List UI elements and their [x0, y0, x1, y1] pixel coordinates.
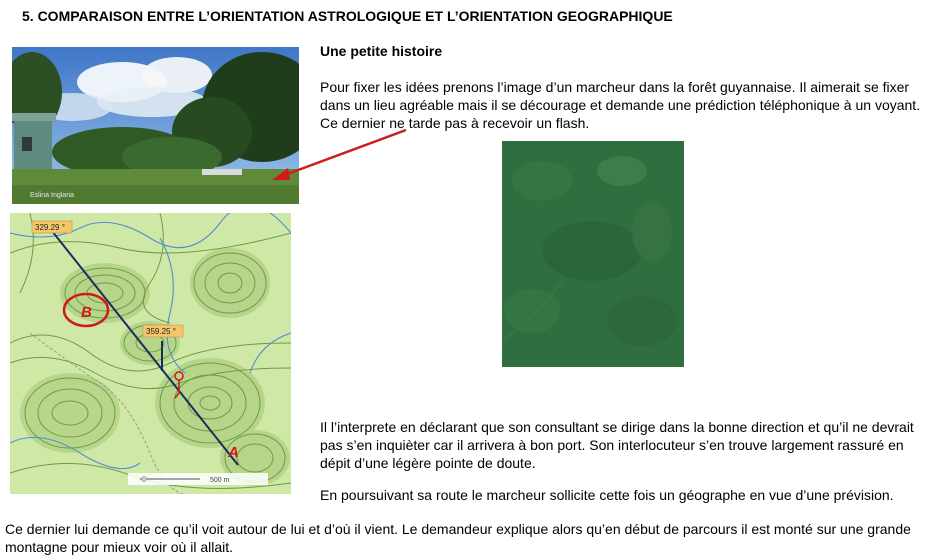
topographic-map	[10, 213, 291, 494]
paragraph-2: Il l’interprete en déclarant que son consultant se dirige dans la bonne direction et qu’il ne devrait pas s’en inquièter car il arrivera à bon port. Son interlocuteur s’en trouve largement rassuré en dépit d’une légère pointe de doute.	[320, 419, 914, 471]
marker-b: B	[81, 304, 92, 321]
paragraph-3: En poursuivant sa route le marcheur sollicite cette fois un géographe en vue d’une prévision.	[320, 487, 894, 503]
map-scale: 500 m	[210, 477, 230, 484]
paragraph-1: Pour fixer les idées prenons l’image d’un marcheur dans la forêt guyannaise. Il aimerait se fixer dans un lieu agréable mais il se décourage et demande une prédiction téléphonique à un voyant. Ce dernier ne tarde pas à recevoir un flash.	[320, 79, 921, 131]
paragraph-4: Ce dernier lui demande ce qu’il voit autour de lui et d’où il vient. Le demandeur explique alors qu’en début de parcours il est monté sur une grande montagne pour mieux voir où il allait.	[5, 521, 911, 555]
marker-a: A	[228, 444, 239, 461]
bearing-label-mid: 359.25 °	[146, 327, 176, 336]
section-heading: 5. COMPARAISON ENTRE L’ORIENTATION ASTROLOGIQUE ET L’ORIENTATION GEOGRAPHIQUE	[22, 8, 673, 24]
bearing-label-top: 329.29 °	[35, 223, 65, 232]
forest-photo	[12, 47, 299, 204]
red-arrow	[260, 122, 420, 192]
satellite-forest-image	[502, 141, 684, 367]
photo-caption: Eslina Inglaria	[30, 192, 74, 199]
section-subtitle: Une petite histoire	[320, 43, 443, 59]
